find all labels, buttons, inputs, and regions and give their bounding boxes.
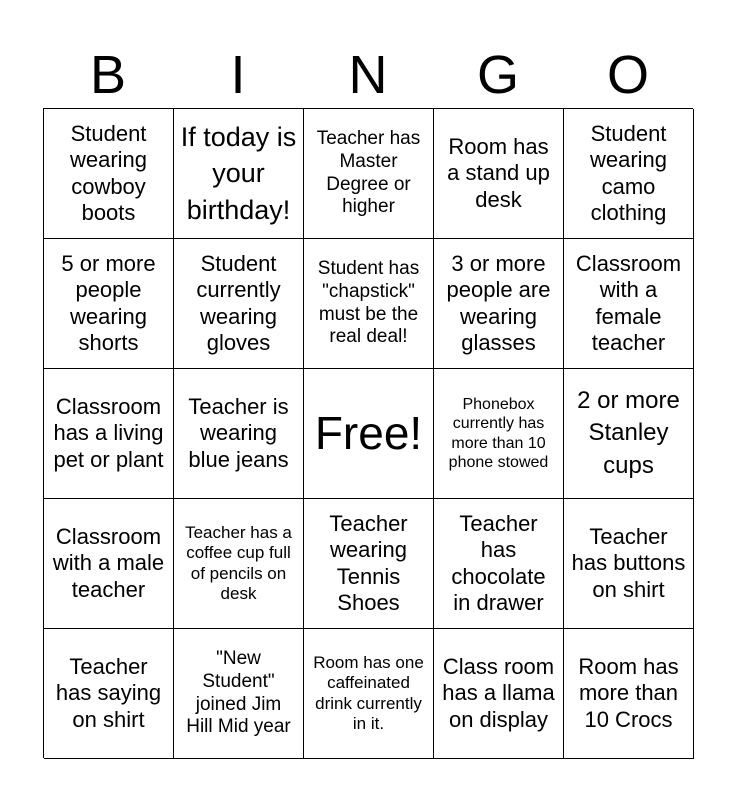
- header-letter-b: B: [89, 45, 127, 105]
- cell-text: 3 or more people are wearing glasses: [446, 250, 551, 355]
- bingo-cell: [44, 239, 174, 369]
- bingo-cell: [44, 629, 174, 759]
- bingo-cell: [174, 239, 304, 369]
- header-letter-i: I: [230, 45, 246, 105]
- bingo-cell: [44, 109, 174, 239]
- free-space-text: Free!: [314, 406, 423, 459]
- cell-text: Student currently wearing gloves: [196, 250, 281, 355]
- bingo-cell: [434, 369, 564, 499]
- bingo-cell: [304, 109, 434, 239]
- bingo-cell: [44, 499, 174, 629]
- header-letter-g: G: [476, 45, 519, 105]
- free-space-cell: [304, 369, 434, 499]
- cell-text: If today is your birthday!: [180, 121, 297, 225]
- cell-text: Classroom with a female teacher: [575, 250, 682, 355]
- cell-text: Teacher has chocolate in drawer: [451, 510, 546, 615]
- cell-text: Teacher wearing Tennis Shoes: [329, 510, 408, 615]
- cell-text: Room has one caffeinated drink currently in it.: [313, 652, 424, 733]
- bingo-cell: [434, 109, 564, 239]
- cell-text: 5 or more people wearing shorts: [61, 250, 156, 355]
- cell-text: Teacher has buttons on shirt: [571, 523, 686, 602]
- cell-text: 2 or more Stanley cups: [577, 386, 680, 479]
- bingo-cell: [174, 499, 304, 629]
- header-letter-o: O: [606, 45, 649, 105]
- cell-text: Teacher has a coffee cup full of pencils on desk: [185, 522, 292, 603]
- bingo-cell: [304, 499, 434, 629]
- bingo-cell: [564, 629, 694, 759]
- bingo-cell: [44, 369, 174, 499]
- bingo-cell: [174, 369, 304, 499]
- bingo-cell: [304, 239, 434, 369]
- cell-text: Student has "chapstick" must be the real deal!: [317, 257, 420, 348]
- bingo-cell: [174, 629, 304, 759]
- cell-text: Classroom has a living pet or plant: [53, 393, 164, 472]
- bingo-cell: [564, 109, 694, 239]
- bingo-grid: [43, 108, 693, 758]
- bingo-cell: [434, 239, 564, 369]
- cell-text: Student wearing cowboy boots: [69, 120, 148, 225]
- bingo-cell: [304, 629, 434, 759]
- cell-text: Classroom with a male teacher: [52, 523, 165, 602]
- cell-text: Phonebox currently has more than 10 phone stowed: [448, 396, 549, 471]
- cell-text: Room has a stand up desk: [447, 133, 550, 212]
- bingo-cell: [174, 109, 304, 239]
- bingo-cell: [564, 499, 694, 629]
- bingo-cell: [564, 239, 694, 369]
- cell-text: "New Student" joined Jim Hill Mid year: [186, 647, 291, 738]
- cell-text: Teacher has saying on shirt: [55, 653, 162, 732]
- header-letter-n: N: [348, 45, 388, 105]
- cell-text: Teacher has Master Degree or higher: [316, 127, 421, 218]
- cell-text: Class room has a llama on display: [442, 653, 555, 732]
- cell-text: Student wearing camo clothing: [589, 120, 668, 225]
- bingo-header: [43, 44, 693, 106]
- cell-text: Teacher is wearing blue jeans: [188, 393, 289, 472]
- bingo-cell: [564, 369, 694, 499]
- bingo-cell: [434, 629, 564, 759]
- cell-text: Room has more than 10 Crocs: [578, 653, 679, 732]
- bingo-cell: [434, 499, 564, 629]
